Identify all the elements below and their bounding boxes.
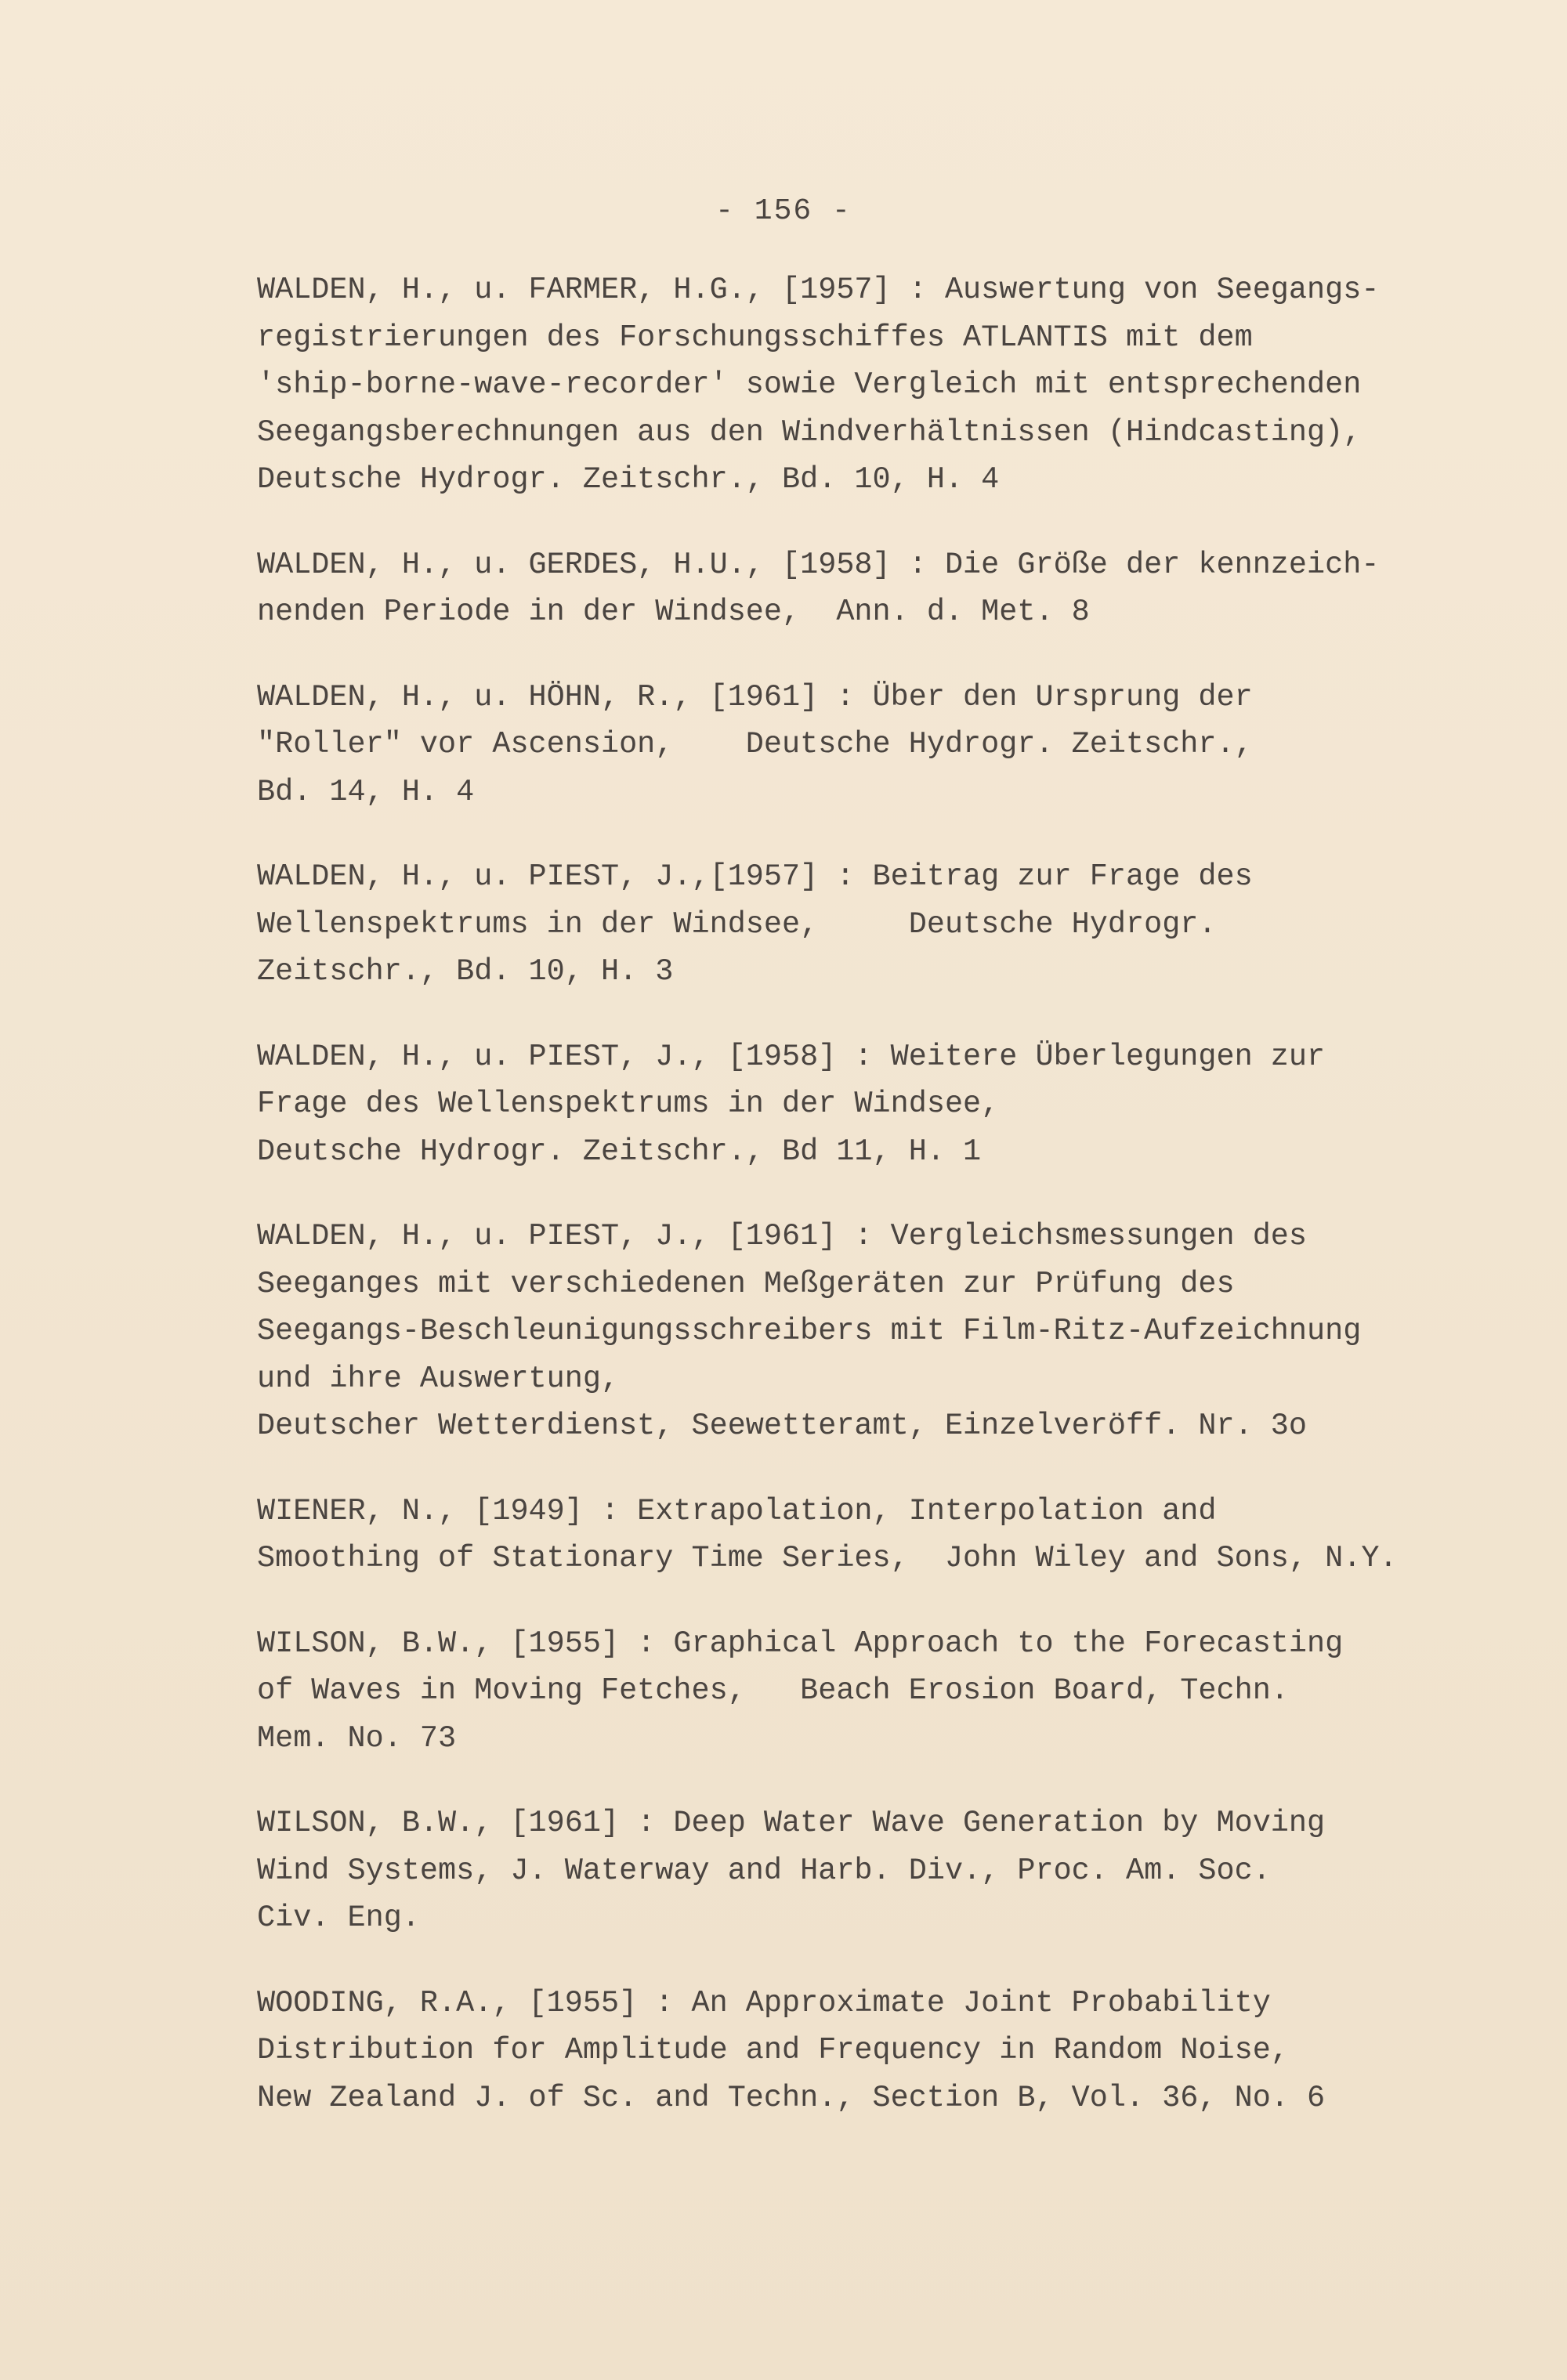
reference-entry bbox=[257, 1980, 1448, 2122]
reference-line: Deutsche Hydrogr. Zeitschr., Bd. 10, H. 4 bbox=[257, 462, 1000, 497]
page-number: - 156 - bbox=[715, 194, 852, 228]
reference-line: WOODING, R.A., [1955] : An Approximate Joint Probability bbox=[257, 1985, 1271, 2020]
reference-entry bbox=[257, 674, 1448, 816]
reference-entry bbox=[257, 1620, 1448, 1763]
reference-line: und ihre Auswertung, bbox=[257, 1361, 620, 1396]
reference-line: WALDEN, H., u. PIEST, J.,[1957] : Beitrag zur Frage des bbox=[257, 859, 1253, 894]
reference-line: Bd. 14, H. 4 bbox=[257, 774, 475, 809]
reference-line: Seegangs-Beschleunigungsschreibers mit Film-Ritz-Aufzeichnung bbox=[257, 1314, 1362, 1348]
reference-line: 'ship-borne-wave-recorder' sowie Vergleich mit entsprechenden bbox=[257, 367, 1362, 402]
reference-line: Smoothing of Stationary Time Series, John Wiley and Sons, N.Y. bbox=[257, 1541, 1398, 1575]
reference-list bbox=[257, 266, 1448, 2159]
reference-line: Frage des Wellenspektrums in der Windsee, bbox=[257, 1087, 1000, 1121]
reference-line: Wind Systems, J. Waterway and Harb. Div., Proc. Am. Soc. bbox=[257, 1853, 1271, 1888]
reference-line: Mem. No. 73 bbox=[257, 1720, 457, 1756]
reference-entry bbox=[257, 1488, 1448, 1582]
reference-line: Seeganges mit verschiedenen Meßgeräten zur Prüfung des bbox=[257, 1266, 1235, 1301]
reference-entry bbox=[257, 1033, 1448, 1176]
reference-entry bbox=[257, 266, 1448, 504]
reference-line: WIENER, N., [1949] : Extrapolation, Interpolation and bbox=[257, 1493, 1217, 1528]
reference-line: WALDEN, H., u. GERDES, H.U., [1958] : Die Größe der kennzeich- bbox=[257, 547, 1380, 582]
reference-line: Deutscher Wetterdienst, Seewetteramt, Einzelveröff. Nr. 3o bbox=[257, 1409, 1308, 1443]
reference-entry bbox=[257, 541, 1448, 636]
reference-line: Zeitschr., Bd. 10, H. 3 bbox=[257, 954, 674, 989]
reference-line: Civ. Eng. bbox=[257, 1901, 420, 1935]
reference-line: "Roller" vor Ascension, Deutsche Hydrogr. Zeitschr., bbox=[257, 727, 1253, 761]
reference-line: WILSON, B.W., [1961] : Deep Water Wave Generation by Moving bbox=[257, 1806, 1326, 1840]
reference-line: nenden Periode in der Windsee, Ann. d. Met. 8 bbox=[257, 595, 1090, 629]
reference-line: WALDEN, H., u. HÖHN, R., [1961] : Über den Ursprung der bbox=[257, 679, 1253, 714]
reference-entry bbox=[257, 1213, 1448, 1450]
reference-line: WALDEN, H., u. PIEST, J., [1961] : Vergleichsmessungen des bbox=[257, 1219, 1308, 1253]
reference-line: WILSON, B.W., [1955] : Graphical Approach to the Forecasting bbox=[257, 1626, 1344, 1661]
reference-line: Wellenspektrums in der Windsee, Deutsche Hydrogr. bbox=[257, 906, 1217, 942]
reference-line: WALDEN, H., u. FARMER, H.G., [1957] : Auswertung von Seegangs- bbox=[257, 273, 1380, 307]
reference-line: Deutsche Hydrogr. Zeitschr., Bd 11, H. 1 bbox=[257, 1134, 982, 1169]
reference-line: Seegangsberechnungen aus den Windverhältnissen (Hindcasting), bbox=[257, 414, 1362, 450]
reference-line: registrierungen des Forschungsschiffes ATLANTIS mit dem bbox=[257, 320, 1253, 355]
reference-entry bbox=[257, 853, 1448, 996]
reference-line: WALDEN, H., u. PIEST, J., [1958] : Weitere Überlegungen zur bbox=[257, 1039, 1326, 1074]
reference-line: Distribution for Amplitude and Frequency in Random Noise, bbox=[257, 2033, 1289, 2067]
reference-line: of Waves in Moving Fetches, Beach Erosion Board, Techn. bbox=[257, 1673, 1289, 1708]
reference-line: New Zealand J. of Sc. and Techn., Section B, Vol. 36, No. 6 bbox=[257, 2080, 1326, 2115]
reference-entry bbox=[257, 1799, 1448, 1942]
